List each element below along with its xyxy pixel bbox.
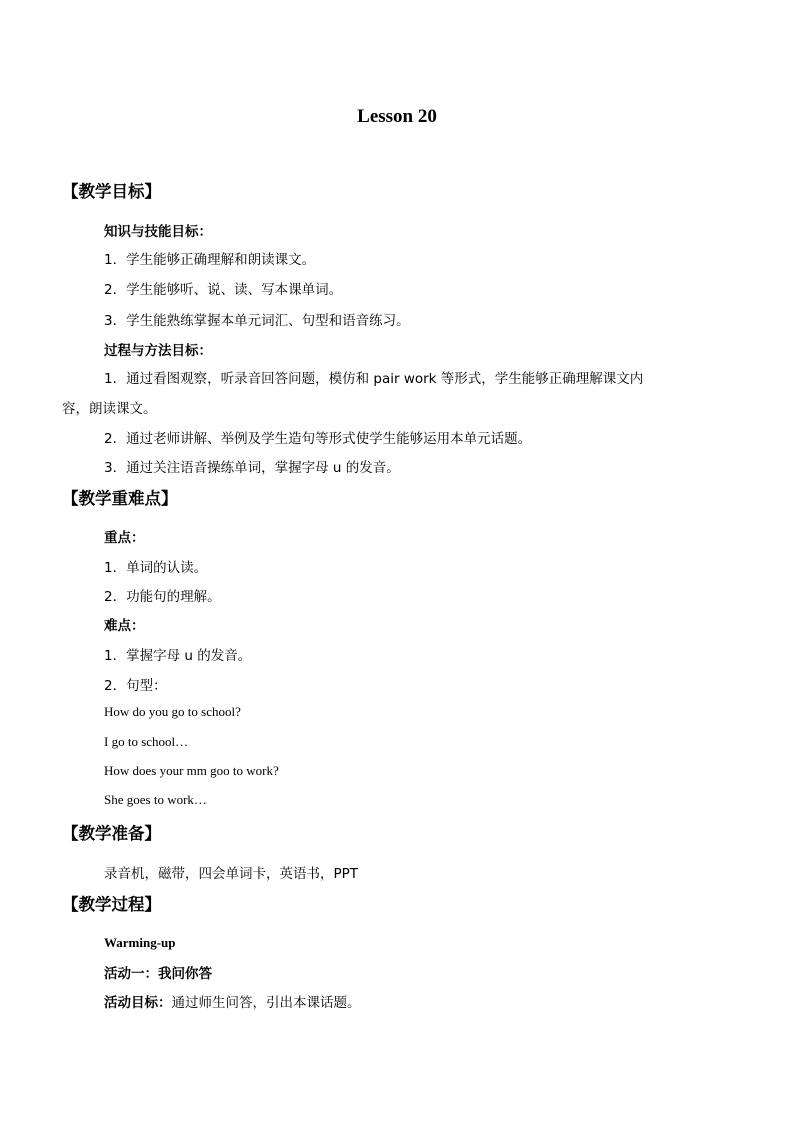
- activity-goal-text: 通过师生问答，引出本课话题。: [171, 995, 361, 1011]
- warmup-label: Warming-up: [104, 935, 176, 950]
- section-heading-preparation: 【教学准备】: [62, 824, 161, 843]
- difficult-label: 难点：: [104, 618, 145, 634]
- activity-title: 活动一：我问你答: [104, 966, 212, 982]
- sentence-pattern: She goes to work…: [104, 792, 207, 807]
- difficult-item: 1．掌握字母 u 的发音。: [104, 648, 252, 664]
- focus-item: 2．功能句的理解。: [104, 589, 221, 605]
- sentence-pattern: How does your mm goo to work?: [104, 763, 279, 778]
- preparation-materials: 录音机，磁带，四会单词卡，英语书，PPT: [104, 866, 359, 882]
- knowledge-goal-item: 3．学生能熟练掌握本单元词汇、句型和语音练习。: [104, 313, 410, 329]
- process-goal-item: 2．通过老师讲解、举例及学生造句等形式使学生能够运用本单元话题。: [104, 431, 532, 447]
- focus-label: 重点：: [104, 530, 145, 546]
- process-goals-label: 过程与方法目标：: [104, 343, 212, 359]
- knowledge-goal-item: 2．学生能够听、说、读、写本课单词。: [104, 282, 343, 298]
- activity-goal: [104, 991, 361, 1011]
- knowledge-goals-label: 知识与技能目标：: [104, 224, 212, 240]
- process-goal-item: 1．通过看图观察，听录音回答问题，模仿和 pair work 等形式，学生能够正确理解课文内: [104, 371, 644, 387]
- difficult-item: 2．句型：: [104, 678, 167, 694]
- process-goal-item-continuation: 容，朗读课文。: [62, 401, 157, 417]
- sentence-pattern: I go to school…: [104, 734, 189, 749]
- process-goal-item: 3．通过关注语音操练单词，掌握字母 u 的发音。: [104, 460, 400, 476]
- page-title: Lesson 20: [357, 106, 437, 127]
- sentence-pattern: How do you go to school?: [104, 704, 241, 719]
- activity-goal-label: 活动目标：: [104, 995, 172, 1011]
- section-heading-goals: 【教学目标】: [62, 182, 161, 201]
- knowledge-goal-item: 1．学生能够正确理解和朗读课文。: [104, 252, 316, 268]
- section-heading-key-points: 【教学重难点】: [62, 489, 178, 508]
- focus-item: 1．单词的认读。: [104, 560, 208, 576]
- section-heading-procedure: 【教学过程】: [62, 895, 161, 914]
